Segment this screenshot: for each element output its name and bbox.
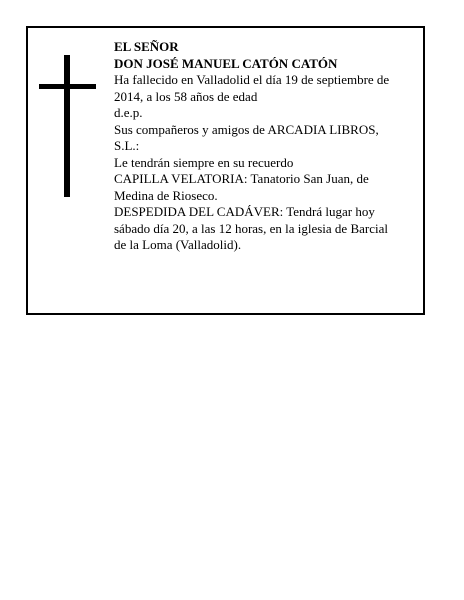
cross-vertical-bar [64,55,70,197]
notice-text [114,39,396,254]
farewell-info: DESPEDIDA DEL CADÁVER: Tendrá lugar hoy sábado día 20, a las 12 horas, en la iglesia de Barcial de la Loma (Valladolid). [114,204,388,252]
rip-text: d.e.p. [114,105,143,120]
notice-title-line-2: DON JOSÉ MANUEL CATÓN CATÓN [114,55,338,71]
mourners-text: Sus compañeros y amigos de ARCADIA LIBROS, S.L.: [114,121,379,153]
remembrance-text: Le tendrán siempre en su recuerdo [114,154,294,170]
chapel-info: CAPILLA VELATORIA: Tanatorio San Juan, de Medina de Rioseco. [114,171,369,203]
death-info: Ha fallecido en Valladolid el día 19 de septiembre de 2014, a los 58 años de edad [114,72,390,104]
cross-horizontal-bar [39,84,96,89]
obituary-notice [26,26,425,315]
notice-title-line-1: EL SEÑOR [114,39,179,54]
